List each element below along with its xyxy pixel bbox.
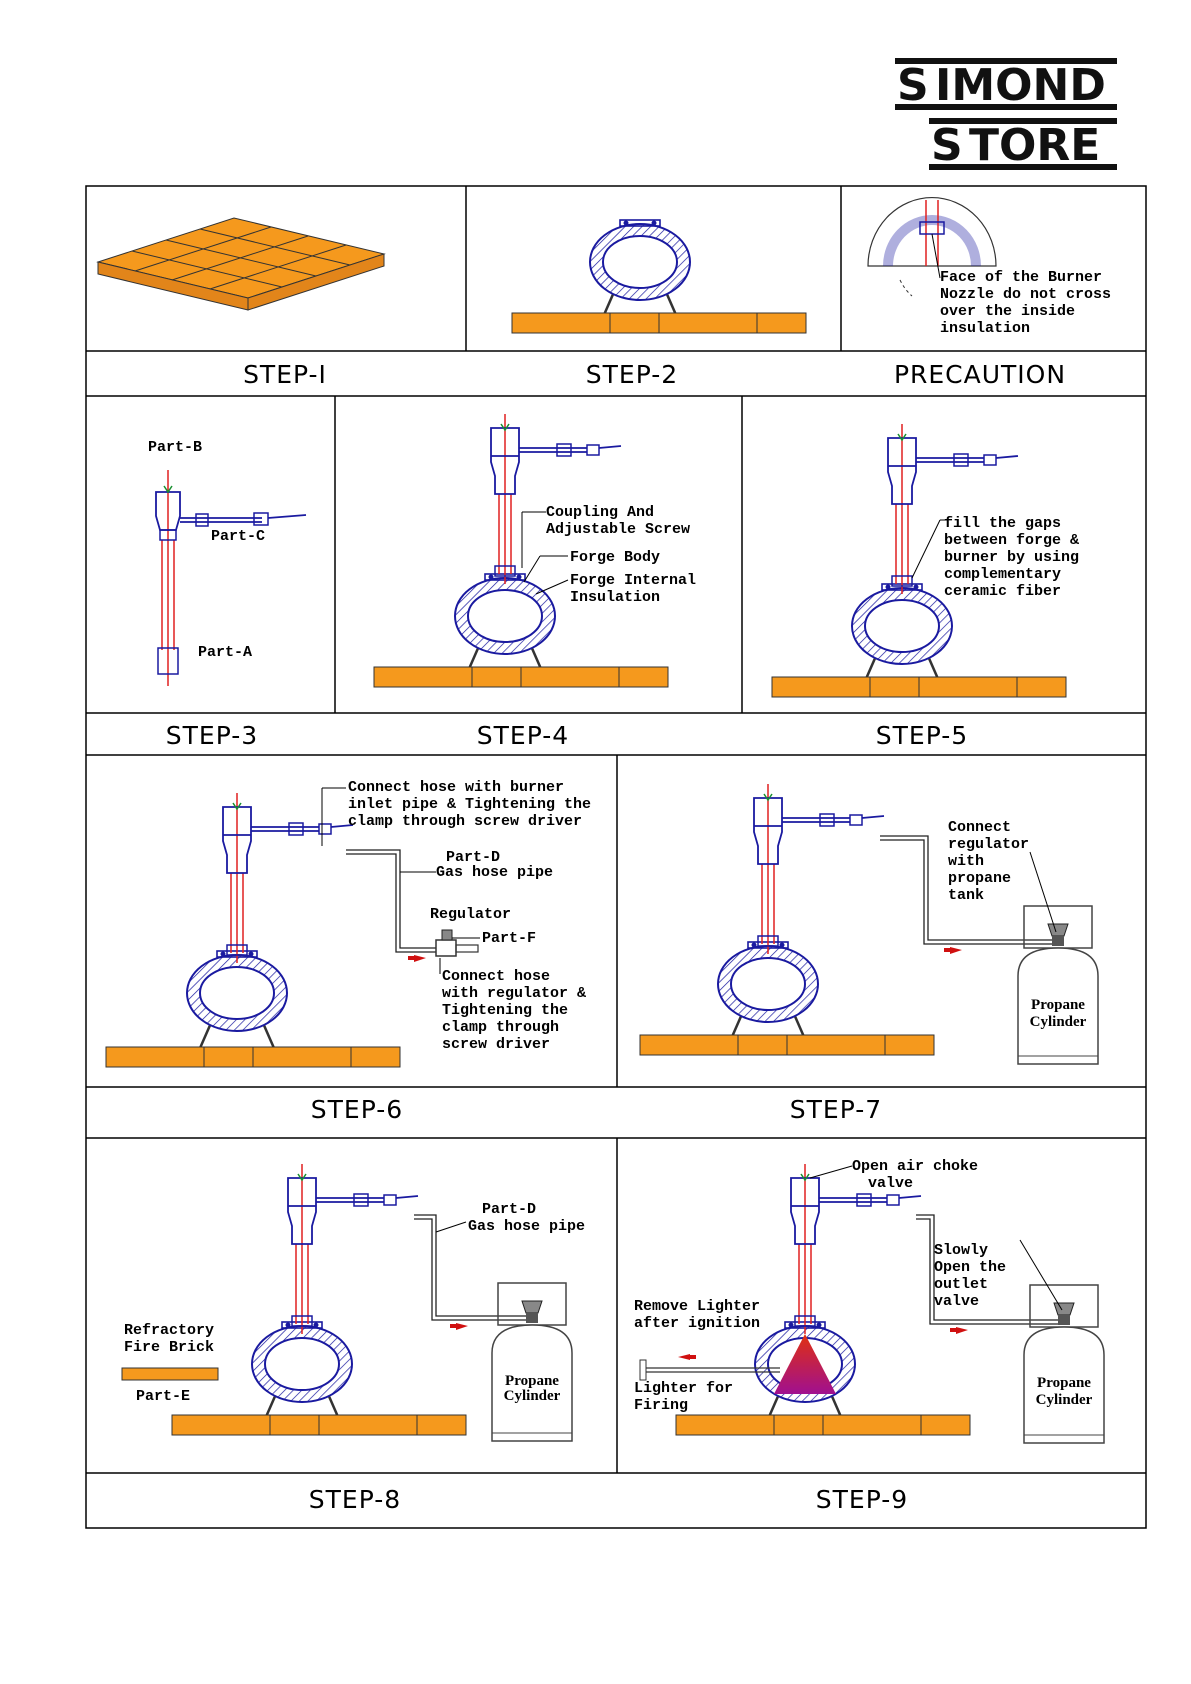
lighter-line-2: Firing <box>634 1397 689 1414</box>
connect-regulator-line-3: Tightening the <box>442 1002 569 1019</box>
step-7-note-line-1: Connect <box>948 819 1012 836</box>
connect-regulator-line-1: Connect hose <box>442 968 551 985</box>
refractory-line-1: Refractory <box>124 1322 215 1339</box>
connect-regulator-line-5: screw driver <box>442 1036 551 1053</box>
precaution-note-line-4: insulation <box>940 320 1031 337</box>
outlet-line-4: valve <box>934 1293 980 1310</box>
step-9-cylinder-label <box>1036 1375 1093 1408</box>
forge-body-note: Forge Body <box>570 549 661 566</box>
step-2-label: STEP-2 <box>585 360 679 389</box>
step-6-part-d-label: Part-D <box>446 849 501 866</box>
step-9-cylinder-line-1: Propane <box>1037 1375 1091 1391</box>
connect-regulator-line-2: with regulator & <box>442 985 587 1002</box>
step-5-note <box>944 515 1079 600</box>
part-e-label: Part-E <box>136 1388 191 1405</box>
logo-initial-1: S <box>897 60 929 111</box>
remove-lighter-line-2: after ignition <box>634 1315 761 1332</box>
refractory-line-2: Fire Brick <box>124 1339 215 1356</box>
connect-regulator-line-4: clamp through <box>442 1019 560 1036</box>
step-9-label: STEP-9 <box>815 1485 909 1514</box>
step-8-cylinder-line-1: Propane <box>505 1373 559 1389</box>
air-choke-line-1: Open air choke <box>852 1158 979 1175</box>
step-7-cylinder-line-1: Propane <box>1031 997 1085 1013</box>
connect-burner-line-1: Connect hose with burner <box>348 779 565 796</box>
logo-line-2: TORE <box>969 120 1101 170</box>
precaution-note <box>940 269 1111 337</box>
step-8-part-d-label: Part-D <box>482 1201 537 1218</box>
step-5-note-line-3: burner by using <box>944 549 1080 566</box>
logo-initial-2: S <box>931 120 963 170</box>
step-4-label: STEP-4 <box>476 721 570 750</box>
step-8-gas-hose-label: Gas hose pipe <box>468 1218 586 1235</box>
part-b-label: Part-B <box>148 439 203 456</box>
remove-lighter-line-1: Remove Lighter <box>634 1298 761 1315</box>
step-7-note-line-4: propane <box>948 870 1012 887</box>
precaution-label: PRECAUTION <box>893 360 1067 389</box>
air-choke-line-2: valve <box>868 1175 914 1192</box>
step-1-label: STEP-I <box>243 360 327 389</box>
step-5-note-line-5: ceramic fiber <box>944 583 1062 600</box>
step-6-label: STEP-6 <box>310 1095 404 1124</box>
step-8-cylinder-line-2: Cylinder <box>503 1388 561 1404</box>
coupling-note-line-1: Coupling And <box>546 504 655 521</box>
connect-burner-line-2: inlet pipe & Tightening the <box>348 796 592 813</box>
step-8-label: STEP-8 <box>308 1485 402 1514</box>
precaution-note-line-2: Nozzle do not cross <box>940 286 1112 303</box>
step-6-gas-hose-label: Gas hose pipe <box>436 864 554 881</box>
insulation-note-line-1: Forge Internal <box>570 572 697 589</box>
part-c-label: Part-C <box>211 528 266 545</box>
step-3-label: STEP-3 <box>165 721 259 750</box>
step-1-brick-floor-illustration <box>98 218 384 310</box>
lighter-line-1: Lighter for <box>634 1380 734 1397</box>
step-7-note-line-3: with <box>948 853 985 870</box>
step-7-note-line-2: regulator <box>948 836 1030 853</box>
step-7-cylinder-line-2: Cylinder <box>1029 1014 1087 1030</box>
step-5-label: STEP-5 <box>875 721 969 750</box>
refractory-fire-brick-sample <box>122 1368 218 1380</box>
precaution-note-line-1: Face of the Burner <box>940 269 1103 286</box>
step-5-note-line-2: between forge & <box>944 532 1080 549</box>
part-f-label: Part-F <box>482 930 537 947</box>
step-2-forge-on-bricks <box>512 220 806 333</box>
coupling-note-line-2: Adjustable Screw <box>546 521 691 538</box>
insulation-note-line-2: Insulation <box>570 589 661 606</box>
outlet-line-3: outlet <box>934 1276 989 1293</box>
precaution-note-line-3: over the inside <box>940 303 1076 320</box>
outlet-line-1: Slowly <box>934 1242 989 1259</box>
step-7-label: STEP-7 <box>789 1095 883 1124</box>
logo-line-1: IMOND <box>935 60 1106 111</box>
step-6-notes <box>348 779 591 1053</box>
connect-burner-line-3: clamp through screw driver <box>348 813 583 830</box>
outlet-line-2: Open the <box>934 1259 1007 1276</box>
step-4-notes <box>546 504 696 606</box>
part-a-label: Part-A <box>198 644 253 661</box>
step-5-note-line-1: fill the gaps <box>944 515 1062 532</box>
step-7-note <box>948 819 1029 904</box>
step-5-note-line-4: complementary <box>944 566 1062 583</box>
step-7-cylinder-label <box>1030 997 1087 1030</box>
regulator-label: Regulator <box>430 906 512 923</box>
step-7-note-line-5: tank <box>948 887 985 904</box>
step-9-cylinder-line-2: Cylinder <box>1035 1392 1093 1408</box>
step-8-cylinder-label <box>504 1373 561 1404</box>
